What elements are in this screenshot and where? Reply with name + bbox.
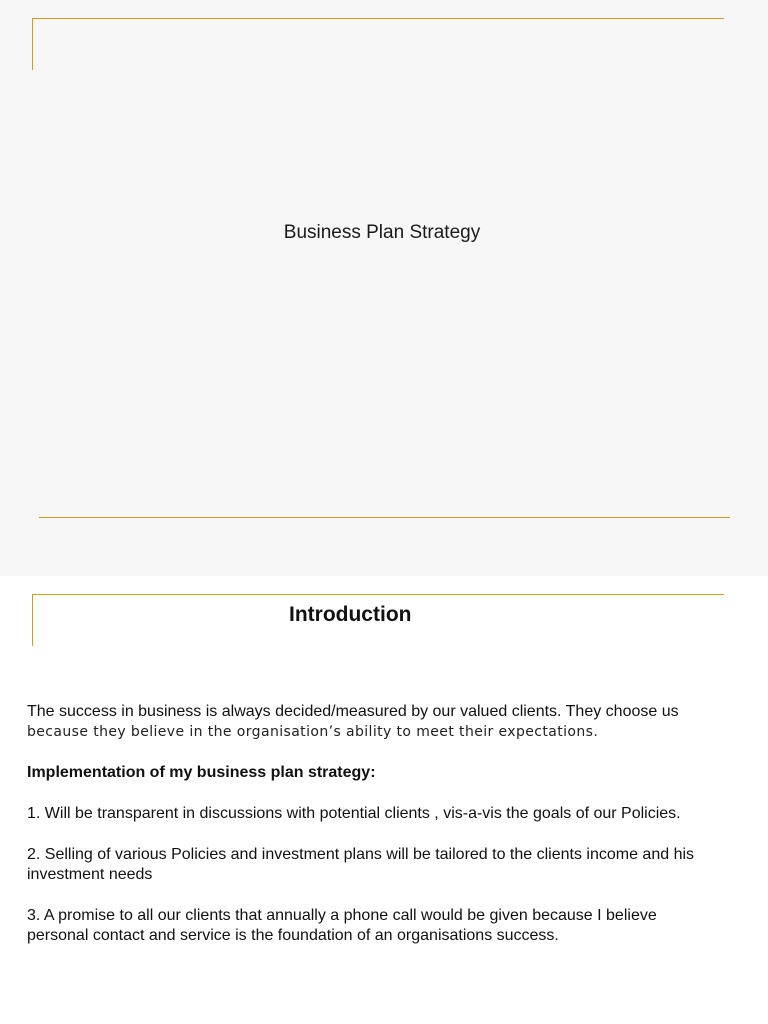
top-accent-line	[32, 18, 724, 19]
left-accent-tick	[32, 594, 33, 646]
implementation-heading: Implementation of my business plan strategy:	[27, 764, 376, 781]
slide-heading: Introduction	[289, 603, 412, 626]
top-accent-line	[32, 594, 724, 595]
slide-body	[27, 702, 752, 946]
slide-title: Business Plan Strategy	[283, 222, 481, 243]
bottom-accent-line	[39, 517, 730, 518]
introduction-slide	[0, 576, 768, 1024]
intro-line-2: because they believe in the organisation’s ability to meet their expectations.	[27, 724, 599, 740]
point-1: 1. Will be transparent in discussions with potential clients , vis-a-vis the goals of our Policies.	[27, 805, 681, 822]
left-accent-tick	[32, 18, 33, 70]
point-2: 2. Selling of various Policies and investment plans will be tailored to the clients income and his investment needs	[27, 846, 695, 883]
point-3: 3. A promise to all our clients that annually a phone call would be given because I believe personal contact and service is the foundation of an organisations success.	[27, 907, 657, 944]
intro-line-1: The success in business is always decided/measured by our valued clients. They choose us	[27, 703, 679, 720]
